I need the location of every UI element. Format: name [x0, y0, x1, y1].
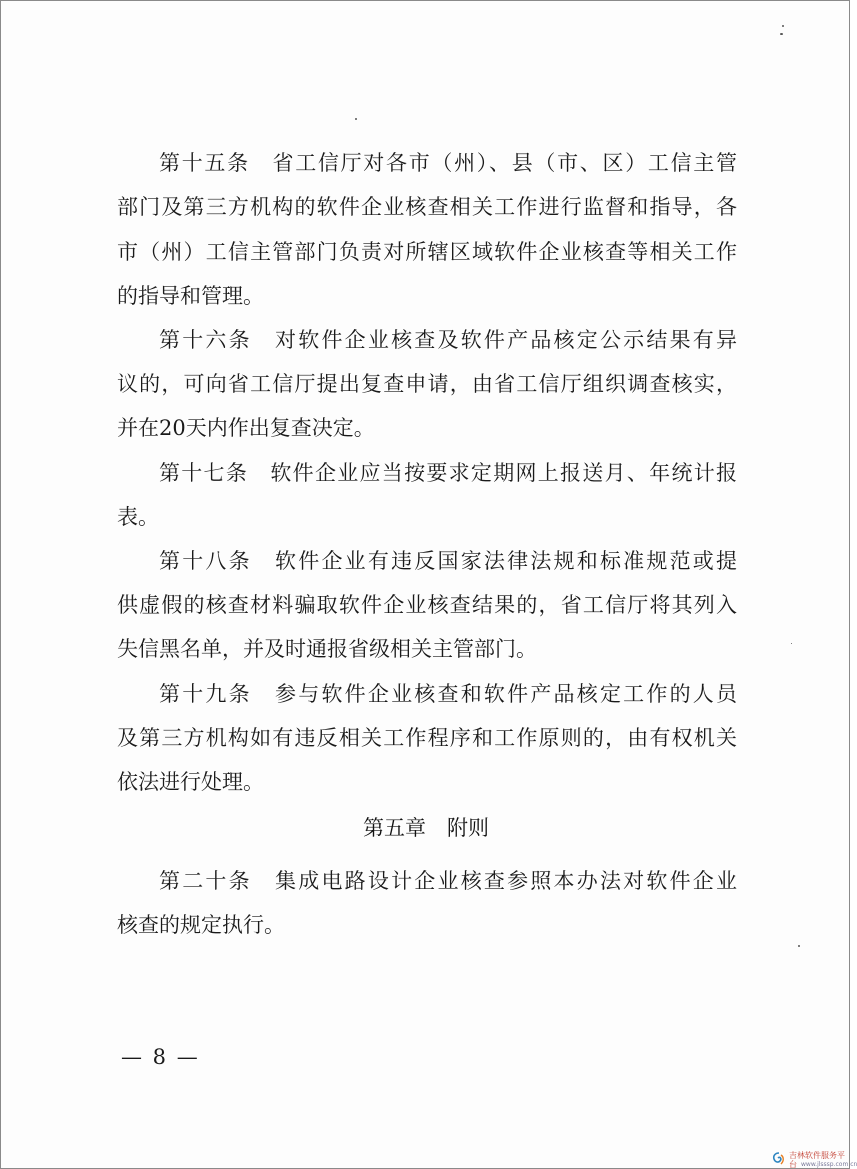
- scan-speck: [798, 945, 800, 947]
- article-20-line-2: 核查的规定执行。: [117, 913, 285, 937]
- scan-speck: [782, 25, 784, 27]
- article-15-line-4: 的指导和管理。: [117, 284, 264, 308]
- article-16-line-1: 第十六条 对软件企业核查及软件产品核定公示结果有异: [159, 328, 737, 352]
- page-number: — 8 —: [121, 1045, 200, 1069]
- article-18-line-3: 失信黑名单，并及时通报省级相关主管部门。: [117, 637, 537, 661]
- scan-speck: [791, 643, 792, 644]
- article-18-line-1: 第十八条 软件企业有违反国家法律法规和标准规范或提: [159, 549, 737, 573]
- platform-logo-icon: [772, 1152, 786, 1166]
- watermark-name: 吉林软件服务平台: [789, 1151, 845, 1169]
- article-15-line-3: 市（州）工信主管部门负责对所辖区域软件企业核查等相关工作: [117, 240, 737, 264]
- article-17-line-2: 表。: [117, 505, 159, 529]
- scan-speck: [780, 33, 783, 35]
- article-19-line-3: 依法进行处理。: [117, 770, 264, 794]
- article-19-line-1: 第十九条 参与软件企业核查和软件产品核定工作的人员: [159, 682, 737, 706]
- article-15-line-1: 第十五条 省工信厅对各市（州）、县（市、区）工信主管: [159, 151, 737, 175]
- article-16-line-3: 并在20天内作出复查决定。: [117, 416, 375, 440]
- article-16-line-2: 议的，可向省工信厅提出复查申请，由省工信厅组织调查核实，: [117, 372, 737, 396]
- article-15-line-2: 部门及第三方机构的软件企业核查相关工作进行监督和指导，各: [117, 195, 737, 219]
- article-18-line-2: 供虚假的核查材料骗取软件企业核查结果的，省工信厅将其列入: [117, 593, 737, 617]
- scan-speck: [355, 118, 357, 120]
- chapter-title: 第五章 附则: [363, 816, 489, 840]
- article-20-line-1: 第二十条 集成电路设计企业核查参照本办法对软件企业: [159, 869, 737, 893]
- watermark-url: www.jlsssp.com.cn: [801, 1161, 857, 1168]
- article-19-line-2: 及第三方机构如有违反相关工作程序和工作原则的，由有权机关: [117, 726, 737, 750]
- article-17-line-1: 第十七条 软件企业应当按要求定期网上报送月、年统计报: [159, 461, 737, 485]
